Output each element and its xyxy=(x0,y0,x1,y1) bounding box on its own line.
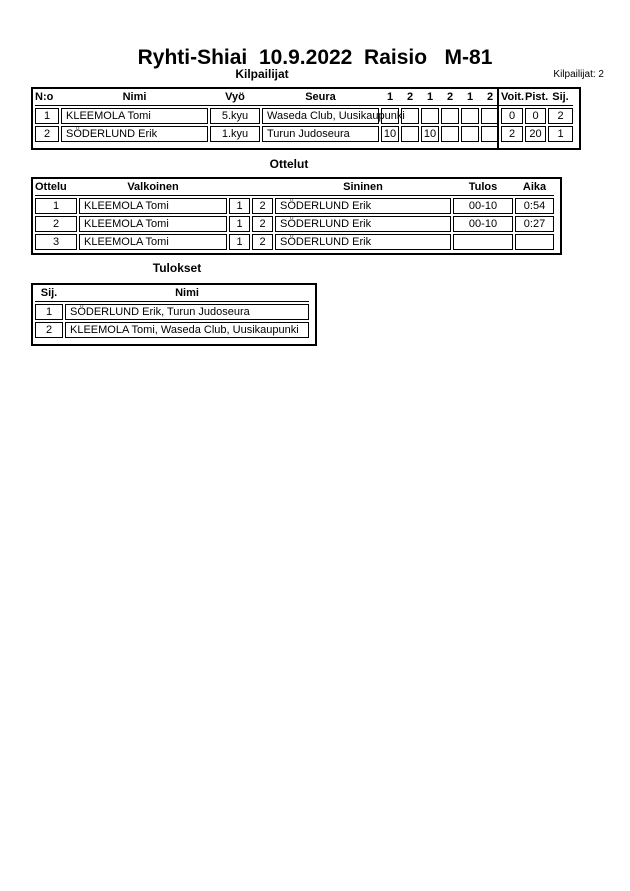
col-header-match-no: Ottelu xyxy=(35,181,67,193)
cell-result xyxy=(453,234,513,250)
cell-club: Waseda Club, Uusikaupunki xyxy=(262,108,379,124)
match-row xyxy=(35,216,554,232)
cell-name: SÖDERLUND Erik, Turun Judoseura xyxy=(65,304,309,320)
col-header-white: Valkoinen xyxy=(127,181,179,193)
header-separator xyxy=(35,195,554,196)
cell-white-name: KLEEMOLA Tomi xyxy=(79,198,227,214)
col-header-name: Nimi xyxy=(175,287,199,299)
cell-belt: 1.kyu xyxy=(210,126,260,142)
results-header-row xyxy=(35,287,309,299)
col-header-place: Sij. xyxy=(552,91,569,103)
cell-place: 1 xyxy=(35,304,63,320)
col-header-club: Seura xyxy=(305,91,336,103)
col-header-place: Sij. xyxy=(40,287,58,299)
col-header-blue: Sininen xyxy=(343,181,383,193)
col-header-round3: 1 xyxy=(426,91,434,103)
cell-result: 00-10 xyxy=(453,216,513,232)
header-separator xyxy=(35,301,309,302)
result-row xyxy=(35,304,309,320)
competitors-section-heading: Kilpailijat xyxy=(235,67,289,81)
cell-score-4 xyxy=(441,108,459,124)
cell-wins: 2 xyxy=(501,126,523,142)
cell-score-5 xyxy=(461,126,479,142)
col-header-belt: Vyö xyxy=(225,91,245,103)
cell-no: 2 xyxy=(35,126,59,142)
cell-points: 20 xyxy=(525,126,546,142)
cell-blue-name: SÖDERLUND Erik xyxy=(275,216,451,232)
col-header-no: N:o xyxy=(35,91,54,103)
cell-score-3 xyxy=(421,108,439,124)
results-section-heading: Tulokset xyxy=(152,261,202,275)
matches-header-row xyxy=(35,181,554,193)
cell-place: 2 xyxy=(35,322,63,338)
cell-points: 0 xyxy=(525,108,546,124)
cell-score-5 xyxy=(461,108,479,124)
col-header-time: Aika xyxy=(522,181,547,193)
cell-score-3: 10 xyxy=(421,126,439,142)
matches-section-heading: Ottelut xyxy=(269,157,309,171)
cell-belt: 5.kyu xyxy=(210,108,260,124)
col-header-white-no xyxy=(229,181,250,193)
cell-white-no: 1 xyxy=(229,234,250,250)
col-header-round4: 2 xyxy=(446,91,454,103)
cell-white-name: KLEEMOLA Tomi xyxy=(79,234,227,250)
col-header-result: Tulos xyxy=(468,181,498,193)
cell-name: KLEEMOLA Tomi, Waseda Club, Uusikaupunki xyxy=(65,322,309,338)
col-header-points: Pist. xyxy=(525,91,549,103)
cell-blue-no: 2 xyxy=(252,216,273,232)
cell-club: Turun Judoseura xyxy=(262,126,379,142)
cell-no: 1 xyxy=(35,108,59,124)
competitor-row xyxy=(35,108,573,124)
result-row xyxy=(35,322,309,338)
page-title: Ryhti-Shiai 10.9.2022 Raisio M-81 xyxy=(137,46,493,69)
cell-score-2 xyxy=(401,126,419,142)
cell-blue-no: 2 xyxy=(252,234,273,250)
header-separator xyxy=(35,105,573,106)
cell-score-6 xyxy=(481,108,499,124)
results-table xyxy=(31,283,317,346)
cell-name: SÖDERLUND Erik xyxy=(61,126,208,142)
cell-white-no: 1 xyxy=(229,216,250,232)
cell-time: 0:27 xyxy=(515,216,554,232)
cell-blue-name: SÖDERLUND Erik xyxy=(275,198,451,214)
cell-place: 1 xyxy=(548,126,573,142)
competitor-row xyxy=(35,126,573,142)
cell-blue-name: SÖDERLUND Erik xyxy=(275,234,451,250)
cell-white-no: 1 xyxy=(229,198,250,214)
col-header-name: Nimi xyxy=(122,91,147,103)
col-header-round5: 1 xyxy=(466,91,474,103)
cell-match-no: 1 xyxy=(35,198,77,214)
cell-score-4 xyxy=(441,126,459,142)
cell-match-no: 3 xyxy=(35,234,77,250)
cell-place: 2 xyxy=(548,108,573,124)
cell-score-1: 10 xyxy=(381,126,399,142)
competitors-count-label: Kilpailijat: 2 xyxy=(553,69,604,80)
col-header-round1: 1 xyxy=(386,91,394,103)
competitors-header-row xyxy=(35,91,573,103)
match-row xyxy=(35,234,554,250)
cell-match-no: 2 xyxy=(35,216,77,232)
cell-white-name: KLEEMOLA Tomi xyxy=(79,216,227,232)
cell-time xyxy=(515,234,554,250)
cell-wins: 0 xyxy=(501,108,523,124)
cell-name: KLEEMOLA Tomi xyxy=(61,108,208,124)
col-header-round6: 2 xyxy=(486,91,494,103)
match-row xyxy=(35,198,554,214)
col-header-wins: Voit. xyxy=(501,91,525,103)
col-header-blue-no xyxy=(252,181,273,193)
cell-result: 00-10 xyxy=(453,198,513,214)
cell-blue-no: 2 xyxy=(252,198,273,214)
competitors-table xyxy=(31,87,581,150)
matches-table xyxy=(31,177,562,255)
cell-score-6 xyxy=(481,126,499,142)
cell-time: 0:54 xyxy=(515,198,554,214)
col-header-round2: 2 xyxy=(406,91,414,103)
